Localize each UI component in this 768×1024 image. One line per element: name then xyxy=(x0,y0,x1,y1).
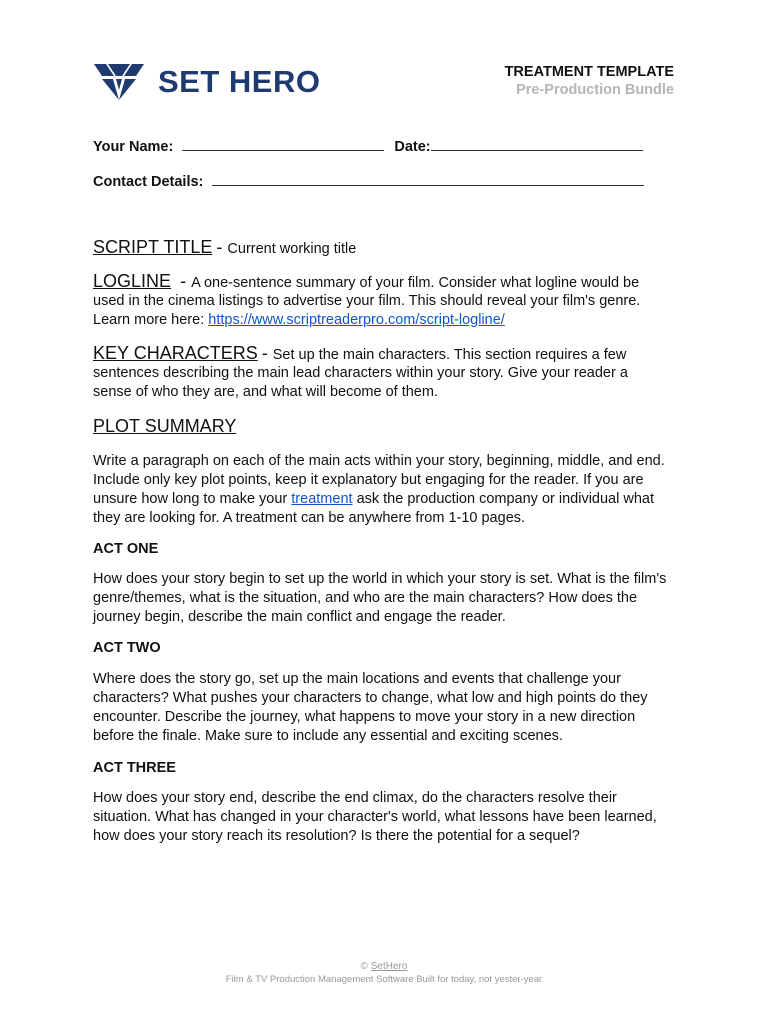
plot-summary-text-before: Write a paragraph on each of the main acts within your story, beginning, middle, and end. Include only key plot points, keep it explanatory but engaging for the reader. If you are unsure how long to make your xyxy=(93,453,665,507)
name-label: Your Name: xyxy=(93,139,174,155)
name-date-row xyxy=(93,136,643,156)
contact-row xyxy=(93,171,644,191)
date-field-line[interactable] xyxy=(431,136,643,151)
act-two-text: Where does the story go, set up the main locations and events that challenge your characters? What pushes your characters to change, what low and high points do they encounter. Describe the journey, what happens to move your story in a new direction before the finale. Make sure to include any essential and exciting scenes. xyxy=(93,671,648,744)
key-characters-text-1: Set up the main characters. This section requires a few xyxy=(272,347,627,363)
logline-text-1: A one-sentence summary of your film. Consider what logline would be xyxy=(191,275,640,291)
document-subtitle: Pre-Production Bundle xyxy=(516,82,674,98)
key-characters-heading: KEY CHARACTERS xyxy=(93,343,258,363)
act-two-label: ACT TWO xyxy=(93,640,161,656)
plot-summary-text-after: ask the production company or individual what they are looking for. A treatment can be anywhere from 1-10 pages. xyxy=(93,491,654,526)
act-one-label: ACT ONE xyxy=(93,541,159,557)
plot-summary-heading: PLOT SUMMARY xyxy=(93,416,237,436)
logline-section: LOGLINE - A one-sentence summary of your film. Consider what logline would be used in the cinema listings to advertise your film. This should reveal your film's genre. Learn more here: https://www.scriptreaderpro.com/script-logline/ xyxy=(93,272,683,330)
act-three-label: ACT THREE xyxy=(93,760,176,776)
contact-label: Contact Details: xyxy=(93,174,204,190)
brand-name: SET HERO xyxy=(158,64,321,99)
name-field-line[interactable] xyxy=(182,136,384,151)
document-title: TREATMENT TEMPLATE xyxy=(504,64,674,80)
copyright-link[interactable]: SetHero xyxy=(370,961,408,972)
script-title-heading: SCRIPT TITLE xyxy=(93,237,213,257)
treatment-link[interactable]: treatment xyxy=(291,491,353,507)
script-title-text: Current working title xyxy=(227,241,357,257)
plot-summary-heading-block xyxy=(93,417,683,438)
logline-text-2: used in the cinema listings to advertise your film. This should reveal your film's genre. xyxy=(93,293,641,309)
key-characters-section: KEY CHARACTERS - Set up the main characters. This section requires a few sentences describing the main lead characters within your story. Give your reader a sense of who they are, and what will become of them. xyxy=(93,344,683,402)
act-one-text: How does your story begin to set up the world in which your story is set. What is the film's genre/themes, what is the situation, and who are the main characters? How does the journey begin, describe the main conflict and engage the reader. xyxy=(93,571,667,625)
contact-field-line[interactable] xyxy=(212,171,644,186)
brand-logo xyxy=(92,62,320,102)
logline-learn-more: Learn more here: xyxy=(93,312,205,328)
footer-tagline: Film & TV Production Management Software Built for today, not yester-year xyxy=(225,974,543,985)
logline-link[interactable]: https://www.scriptreaderpro.com/script-logline/ xyxy=(208,312,505,328)
copyright-symbol: © xyxy=(360,961,368,972)
date-label: Date: xyxy=(394,139,431,155)
logline-heading: LOGLINE xyxy=(93,271,172,291)
key-characters-text-rest: sentences describing the main lead characters within your story. Give your reader a sense of who they are, and what will become of them. xyxy=(93,365,628,400)
footer-copyright xyxy=(0,961,768,973)
script-title-section: SCRIPT TITLE - Current working title xyxy=(93,237,357,257)
plot-summary-text xyxy=(93,452,668,528)
act-three-text: How does your story end, describe the end climax, do the characters resolve their situation. What has changed in your character's world, what lessons have been learned, how does your story reach its resolution? Is there the potential for a sequel? xyxy=(93,790,657,844)
set-hero-emblem-icon xyxy=(92,62,146,102)
